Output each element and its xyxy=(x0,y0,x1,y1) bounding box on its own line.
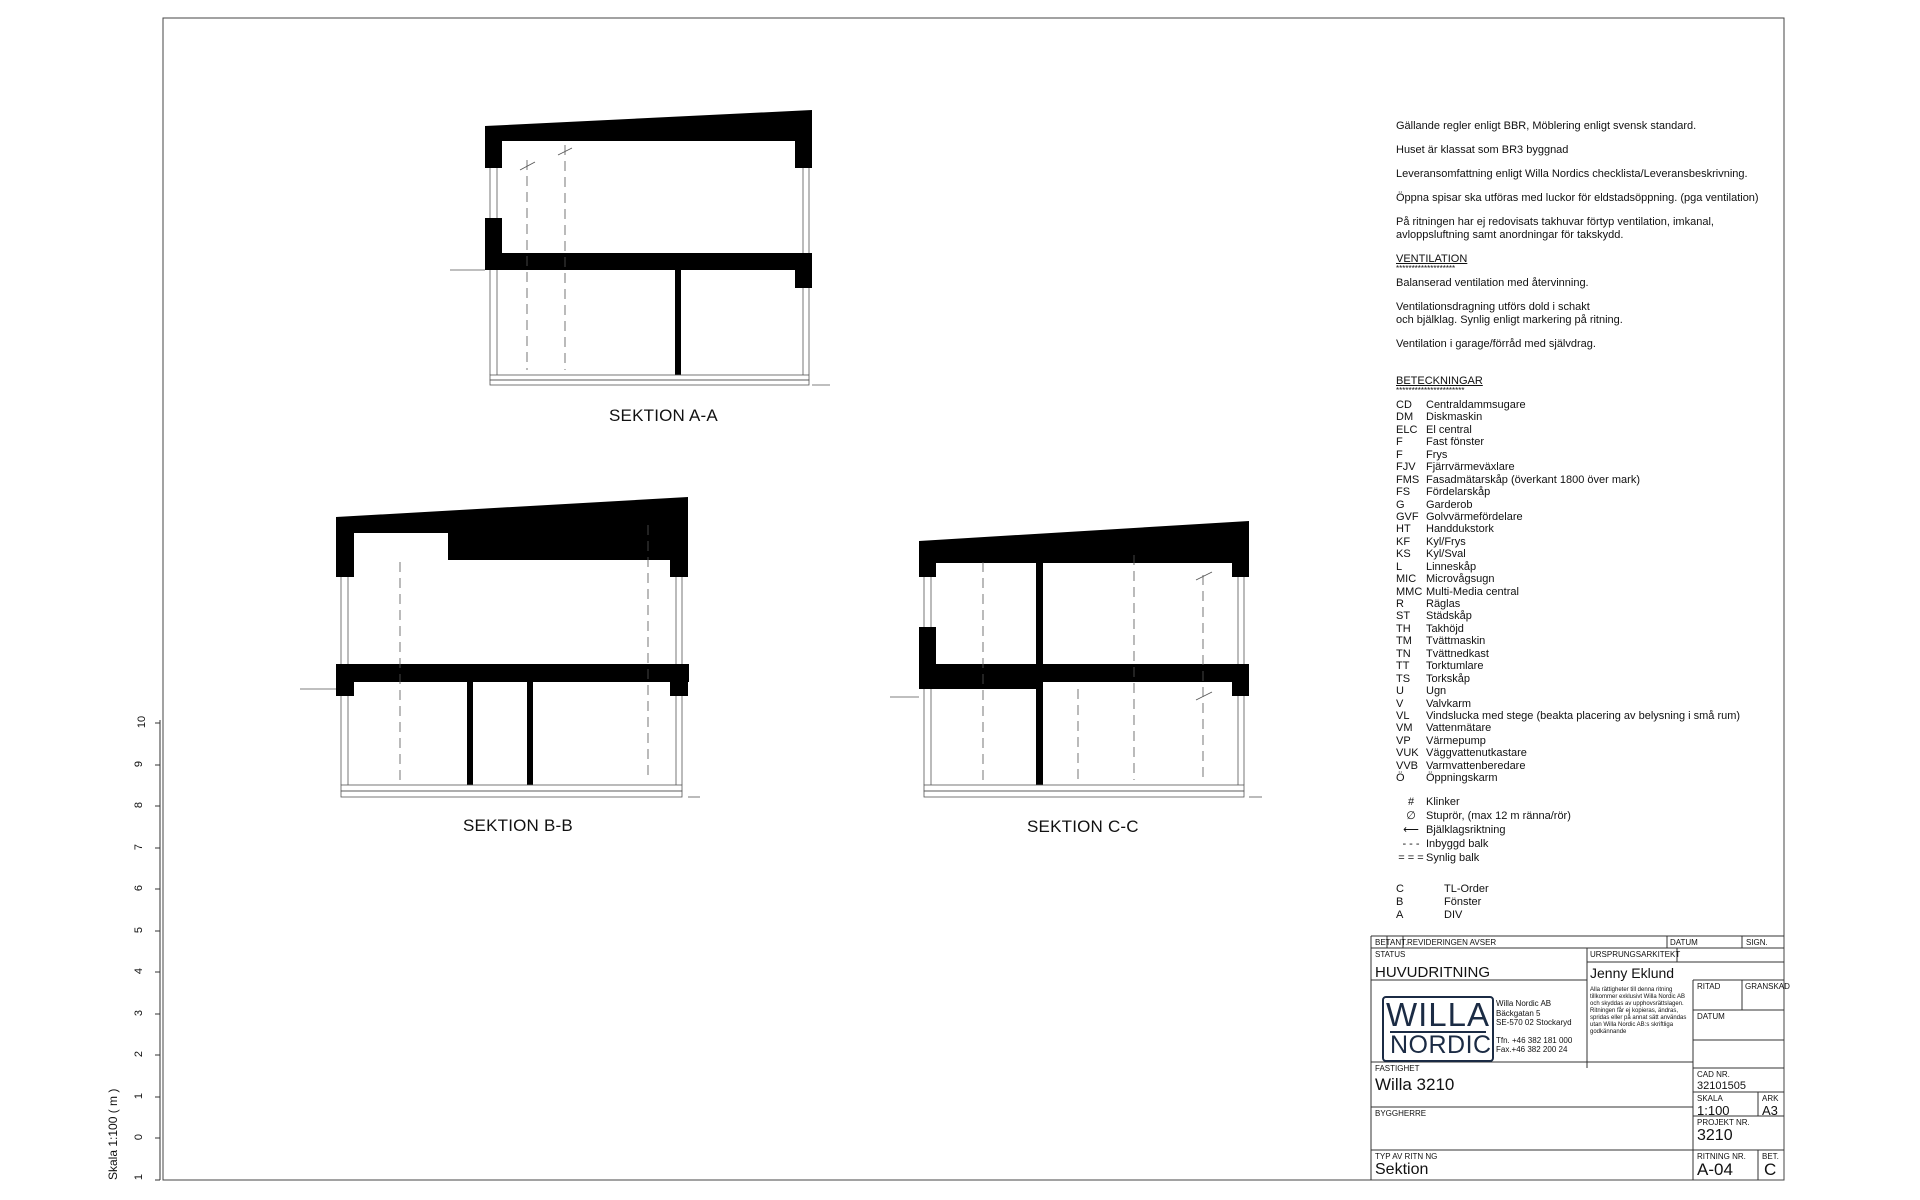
tb-ark-label: ARK xyxy=(1762,1094,1779,1103)
revision-list xyxy=(1396,883,1796,922)
legend-desc: Öppningskarm xyxy=(1426,772,1498,785)
tb-bet2: C xyxy=(1764,1160,1777,1179)
legend-code-row xyxy=(1396,598,1796,610)
tb-cad: 32101505 xyxy=(1697,1080,1746,1092)
legend-desc: Microvågsugn xyxy=(1426,573,1495,586)
note-4: Öppna spisar ska utföras med luckor för eldstadsöppning. (pga ventilation) xyxy=(1396,192,1759,204)
tb-ark: A3 xyxy=(1762,1103,1778,1118)
ventilation-title: VENTILATION xyxy=(1396,253,1468,265)
legend-desc: Vindslucka med stege (beakta placering av belysning i små rum) xyxy=(1426,709,1741,722)
legend-code-row xyxy=(1396,623,1796,635)
legend-code: FJV xyxy=(1396,461,1416,474)
section-c-label: SEKTION C-C xyxy=(1027,817,1139,836)
ventilation-3: Ventilation i garage/förråd med självdrag. xyxy=(1396,338,1596,350)
legend-code-row xyxy=(1396,548,1796,560)
tb-arkitekt: Jenny Eklund xyxy=(1590,965,1675,981)
section-c-drawing xyxy=(919,521,1249,785)
legend-desc: Räglas xyxy=(1426,598,1461,610)
legend-code-row xyxy=(1396,735,1796,747)
revision-code: C xyxy=(1396,882,1404,895)
section-b-label: SEKTION B-B xyxy=(463,816,573,835)
tb-typ-label: TYP AV RITN NG xyxy=(1375,1152,1438,1161)
legend-symbol-row xyxy=(1396,823,1796,837)
legend-desc: Diskmaskin xyxy=(1426,411,1483,424)
legend-code: VM xyxy=(1396,722,1413,735)
legend-desc: Vattenmätare xyxy=(1426,722,1492,735)
willa-nordic-logo xyxy=(1382,996,1494,1062)
tb-status-label: STATUS xyxy=(1375,950,1406,959)
beteckningar-title: BETECKNINGAR xyxy=(1396,375,1483,387)
scale-bar xyxy=(155,720,160,1180)
legend-desc: Tvättnedkast xyxy=(1426,647,1489,660)
legend-desc: Ugn xyxy=(1426,685,1447,698)
legend-code: F xyxy=(1396,448,1403,461)
note-3: Leveransomfattning enligt Willa Nordics checklista/Leveransbeskrivning. xyxy=(1396,168,1748,180)
tb-ritnr-label: RITNING NR. xyxy=(1697,1152,1746,1161)
legend-desc: Städskåp xyxy=(1426,610,1472,623)
tb-projekt-label: PROJEKT NR. xyxy=(1697,1118,1750,1127)
legend-desc: Takhöjd xyxy=(1426,622,1464,635)
legend-code: DM xyxy=(1396,411,1414,424)
logo-line-1: WILLA xyxy=(1385,996,1491,1033)
tb-bet-label: BET. xyxy=(1375,938,1392,947)
legend-code-row xyxy=(1396,461,1796,473)
legend-symbol-desc: Synlig balk xyxy=(1426,851,1480,864)
revision-code: B xyxy=(1396,895,1404,908)
legend-symbol-desc: Stuprör, (max 12 m ränna/rör) xyxy=(1426,809,1571,822)
legend-code-row xyxy=(1396,685,1796,697)
scale-tick-label: 1 xyxy=(133,1173,146,1181)
legend-code: ST xyxy=(1396,610,1411,623)
legend-code-row xyxy=(1396,424,1796,436)
legend-symbol-glyph: # xyxy=(1407,795,1415,808)
legend-code-row xyxy=(1396,511,1796,523)
legend-code: F xyxy=(1396,436,1403,449)
note-1: Gällande regler enligt BBR, Möblering enligt svensk standard. xyxy=(1396,120,1697,132)
legend-code-row xyxy=(1396,586,1796,598)
legend-desc: Fjärrvärmeväxlare xyxy=(1426,461,1515,474)
revision-desc: Fönster xyxy=(1444,895,1482,908)
legend-desc: Tvättmaskin xyxy=(1426,635,1486,648)
section-a-drawing xyxy=(485,110,812,375)
legend-desc: Kyl/Sval xyxy=(1426,548,1466,561)
legend-desc: Fast fönster xyxy=(1426,436,1485,449)
legend-code-row xyxy=(1396,436,1796,448)
legend-code: KS xyxy=(1396,548,1411,561)
scale-tick-label: 5 xyxy=(133,926,146,934)
scale-tick-label: 1 xyxy=(133,1092,146,1100)
legend-code: TM xyxy=(1396,635,1412,648)
copyright-notice: Alla rättigheter till denna ritning tillkommer exklusivt Willa Nordic AB och skyddas av upphovsrättslagen. Ritningen får ej kopieras, ändras, spridas eller på annat sätt användas utan Willa Nordic AB:s skriftliga godkännande xyxy=(1590,987,1687,1035)
company-fax: Fax.+46 382 200 24 xyxy=(1496,1045,1568,1054)
legend-code-row xyxy=(1396,760,1796,772)
company-name: Willa Nordic AB xyxy=(1496,999,1552,1008)
revision-row xyxy=(1396,896,1796,909)
legend-code: VL xyxy=(1396,709,1410,722)
tb-granskad-label: GRANSKAD xyxy=(1745,982,1790,991)
legend-desc: Golvvärmefördelare xyxy=(1426,510,1523,523)
legend-desc: Väggvattenutkastare xyxy=(1426,747,1527,760)
ventilation-stars: ******************* xyxy=(1396,264,1456,273)
legend-symbol-glyph: - - - xyxy=(1402,837,1420,850)
tb-ritad-label: RITAD xyxy=(1697,982,1721,991)
company-city: SE-570 02 Stockaryd xyxy=(1496,1018,1572,1027)
tb-skala-label: SKALA xyxy=(1697,1094,1723,1103)
legend-codes xyxy=(1396,399,1796,785)
legend-code: CD xyxy=(1396,399,1412,411)
company-tel: Tfn. +46 382 181 000 xyxy=(1496,1035,1573,1045)
tb-fastighet: Willa 3210 xyxy=(1375,1075,1455,1094)
tb-status: HUVUDRITNING xyxy=(1375,964,1490,981)
general-notes xyxy=(1396,120,1796,922)
note-5: På ritningen har ej redovisats takhuvar förtyp ventilation, imkanal, avloppsluftning samt anordningar för takskydd. xyxy=(1396,216,1714,241)
legend-desc: Varmvattenberedare xyxy=(1426,759,1526,772)
scale-label: Skala 1:100 ( m ) xyxy=(106,1088,120,1180)
legend-code-row xyxy=(1396,486,1796,498)
legend-code: Ö xyxy=(1396,772,1405,785)
legend-symbol-row xyxy=(1396,851,1796,865)
legend-code-row xyxy=(1396,411,1796,423)
ventilation-1: Balanserad ventilation med återvinning. xyxy=(1396,277,1589,289)
legend-code: G xyxy=(1396,498,1405,511)
company-street: Bäckgatan 5 xyxy=(1496,1008,1541,1018)
legend-code: KF xyxy=(1396,535,1411,548)
tb-ant-label: ANT. xyxy=(1390,938,1408,947)
legend-code: TN xyxy=(1396,647,1411,660)
scale-tick-label: 6 xyxy=(133,884,146,892)
company-address xyxy=(1496,999,1572,1055)
section-b-drawing xyxy=(336,497,689,785)
legend-symbol-glyph: ∅ xyxy=(1406,809,1416,822)
legend-code-row xyxy=(1396,772,1796,784)
tb-datum-label: DATUM xyxy=(1670,938,1698,947)
legend-code: VVB xyxy=(1396,759,1419,772)
legend-code: FMS xyxy=(1396,473,1420,486)
legend-code-row xyxy=(1396,698,1796,710)
legend-code-row xyxy=(1396,722,1796,734)
legend-code: TH xyxy=(1396,622,1411,635)
legend-code: MIC xyxy=(1396,573,1417,586)
legend-symbol-row xyxy=(1396,809,1796,823)
scale-tick-label: 8 xyxy=(133,801,146,809)
revision-desc: TL-Order xyxy=(1444,882,1489,895)
tb-sign-label: SIGN. xyxy=(1746,938,1768,947)
scale-tick-label: 9 xyxy=(133,760,146,768)
legend-desc: Handdukstork xyxy=(1426,523,1494,536)
legend-symbol-desc: Klinker xyxy=(1426,795,1460,808)
legend-symbol-desc: Bjälklagsriktning xyxy=(1426,823,1506,836)
legend-code-row xyxy=(1396,561,1796,573)
legend-code: HT xyxy=(1396,523,1411,536)
scale-tick-label: 2 xyxy=(133,1050,146,1058)
legend-code: L xyxy=(1396,560,1403,573)
tb-revideringen-label: REVIDERINGEN AVSER xyxy=(1407,938,1497,947)
legend-code-row xyxy=(1396,573,1796,585)
tb-ritnr: A-04 xyxy=(1697,1160,1733,1179)
legend-code-row xyxy=(1396,499,1796,511)
legend-desc: Värmepump xyxy=(1426,734,1486,747)
legend-desc: Fasadmätarskåp (överkant 1800 över mark) xyxy=(1426,473,1640,486)
legend-symbol-glyph: ⟵ xyxy=(1403,823,1419,836)
legend-code-row xyxy=(1396,660,1796,672)
legend-code-row xyxy=(1396,648,1796,660)
revision-desc: DIV xyxy=(1444,908,1463,921)
legend-code: FS xyxy=(1396,486,1411,499)
legend-desc: Fördelarskåp xyxy=(1426,486,1491,499)
legend-desc: Centraldammsugare xyxy=(1426,399,1526,411)
legend-symbol-glyph: = = = xyxy=(1398,851,1424,864)
legend-code: GVF xyxy=(1396,510,1419,523)
legend-code: TT xyxy=(1396,660,1410,673)
tb-byggherre-label: BYGGHERRE xyxy=(1375,1109,1427,1118)
scale-tick-label: 0 xyxy=(133,1133,146,1141)
revision-row xyxy=(1396,909,1796,922)
legend-code: VP xyxy=(1396,734,1411,747)
scale-tick-label: 10 xyxy=(136,715,149,729)
logo-line-2: NORDIC xyxy=(1390,1031,1492,1059)
legend-code-row xyxy=(1396,449,1796,461)
note-2: Huset är klassat som BR3 byggnad xyxy=(1396,144,1569,156)
legend-desc: Garderob xyxy=(1426,498,1473,511)
legend-code: U xyxy=(1396,685,1404,698)
tb-fastighet-label: FASTIGHET xyxy=(1375,1064,1420,1073)
revision-code: A xyxy=(1396,908,1404,921)
beteckningar-stars: ********************** xyxy=(1396,386,1465,395)
section-b-lines xyxy=(300,525,700,797)
legend-symbols xyxy=(1396,795,1796,865)
legend-code-row xyxy=(1396,673,1796,685)
legend-symbol-row xyxy=(1396,837,1796,851)
legend-symbol-row xyxy=(1396,795,1796,809)
legend-code: MMC xyxy=(1396,585,1423,598)
legend-code-row xyxy=(1396,523,1796,535)
legend-desc: Valvkarm xyxy=(1426,697,1472,710)
tb-bet2-label: BET. xyxy=(1762,1152,1779,1161)
legend-code-row xyxy=(1396,747,1796,759)
legend-code: ELC xyxy=(1396,423,1418,436)
legend-code-row xyxy=(1396,474,1796,486)
scale-tick-label: 4 xyxy=(133,967,146,975)
legend-desc: Kyl/Frys xyxy=(1426,535,1466,548)
tb-typ: Sektion xyxy=(1375,1161,1429,1178)
legend-desc: Multi-Media central xyxy=(1426,585,1519,598)
legend-symbol-desc: Inbyggd balk xyxy=(1426,837,1489,850)
tb-arkitekt-label: URSPRUNGSARKITEKT xyxy=(1590,950,1681,959)
revision-row xyxy=(1396,883,1796,896)
scale-tick-label: 3 xyxy=(133,1009,146,1017)
legend-desc: Torkskåp xyxy=(1426,672,1471,685)
legend-code: VUK xyxy=(1396,747,1419,760)
legend-code-row xyxy=(1396,399,1796,411)
legend-code: TS xyxy=(1396,672,1411,685)
legend-code-row xyxy=(1396,536,1796,548)
scale-tick-label: 7 xyxy=(133,843,146,851)
legend-desc: Torktumlare xyxy=(1426,660,1484,673)
ventilation-2: Ventilationsdragning utförs dold i schakt och bjälklag. Synlig enligt markering på ritning. xyxy=(1396,301,1623,326)
legend-desc: Linneskåp xyxy=(1426,560,1477,573)
section-a-label: SEKTION A-A xyxy=(609,406,718,425)
tb-datum2-label: DATUM xyxy=(1697,1012,1725,1021)
legend-code-row xyxy=(1396,710,1796,722)
legend-code-row xyxy=(1396,610,1796,622)
tb-cad-label: CAD NR. xyxy=(1697,1070,1730,1079)
legend-desc: Frys xyxy=(1426,448,1448,461)
legend-code: R xyxy=(1396,598,1404,610)
tb-projekt: 3210 xyxy=(1697,1127,1733,1144)
legend-code: V xyxy=(1396,697,1404,710)
legend-desc: El central xyxy=(1426,423,1472,436)
legend-code-row xyxy=(1396,635,1796,647)
tb-skala: 1:100 xyxy=(1697,1103,1730,1118)
